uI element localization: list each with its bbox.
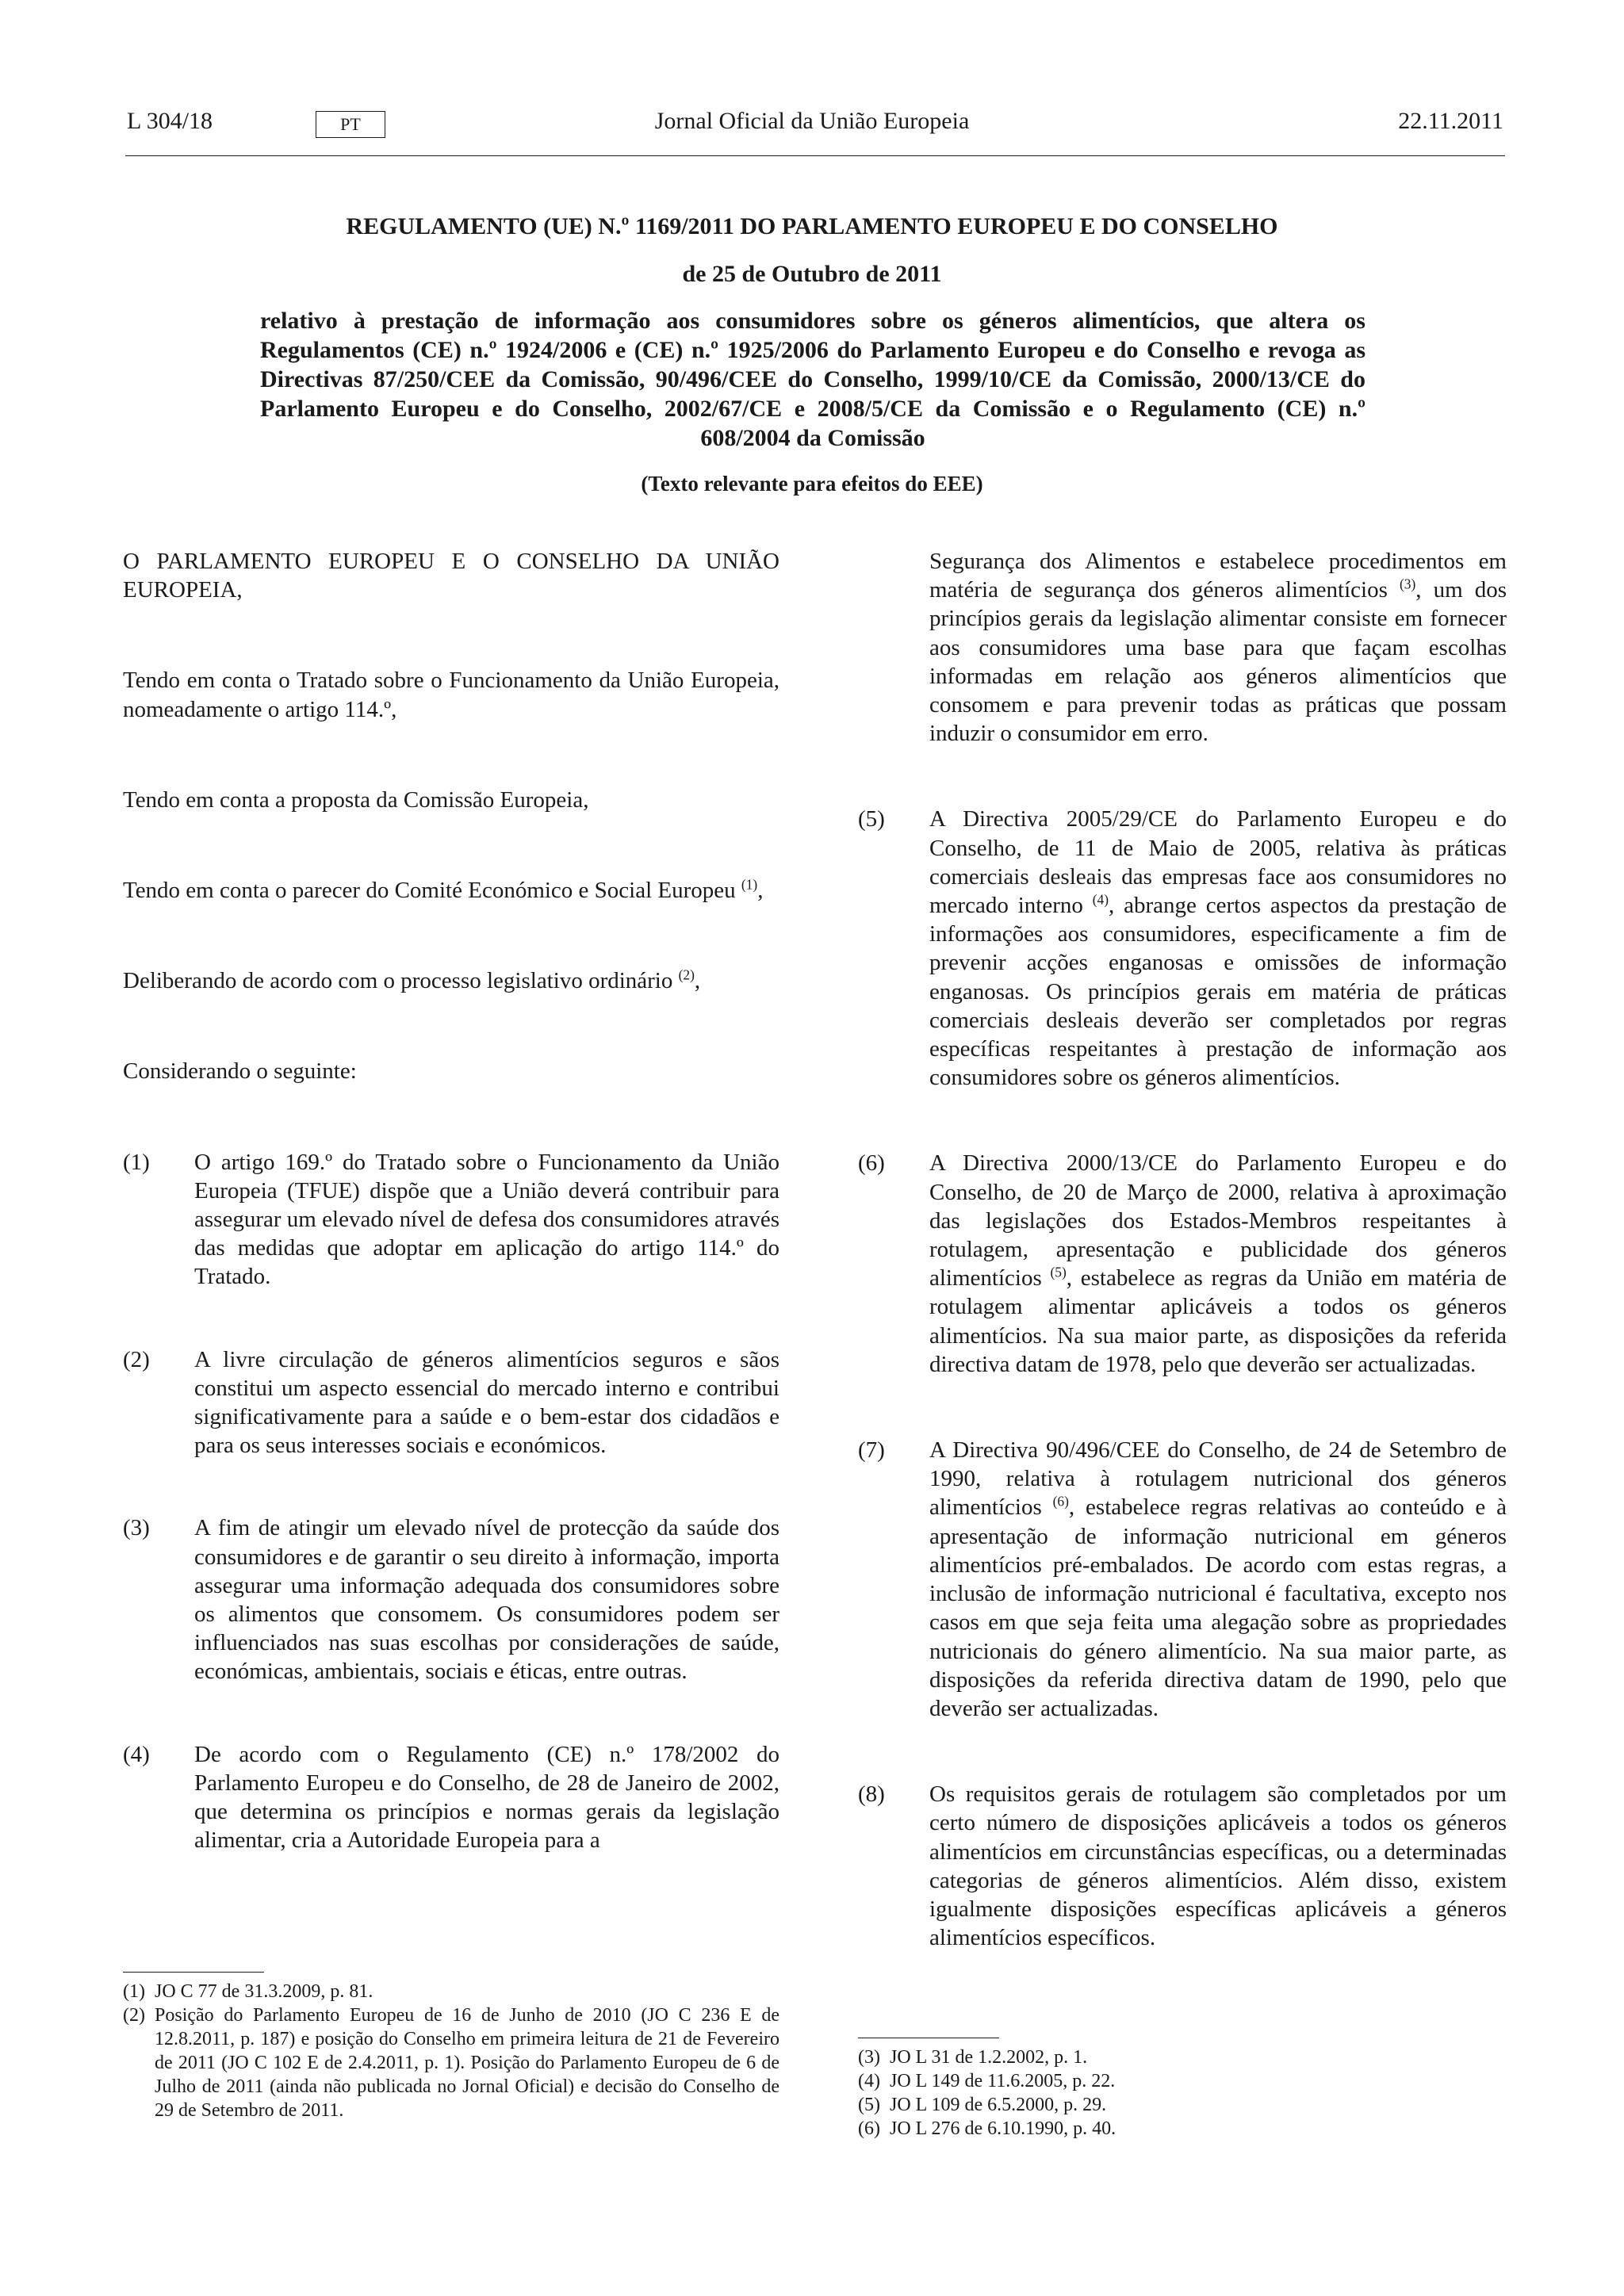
recital-6: (6) A Directiva 2000/13/CE do Parlamento Europeu e do Conselho, de 20 de Março de 2000, relativa à aproximação das legislações dos Estados-Membros respeitantes à rotulagem, apresentação e publicidade dos géneros alimentícios $^{(5)}$, estabelece as regras da União em matéria de rotulagem alimentar aplicáveis a todos os géneros alimentícios. Na sua maior parte, as disposições da referida directiva datam de 1978, pelo que deverão ser actualizadas. <box>858 1150 1507 1377</box>
header-divider <box>125 155 1505 156</box>
eea-relevance: (Texto relevante para efeitos do EEE) <box>641 472 983 496</box>
recital-number: (6) <box>858 1150 885 1177</box>
language-badge: PT <box>316 111 385 138</box>
recital-8 <box>858 1780 1507 1952</box>
citation-proposal: Tendo em conta a proposta da Comissão Europeia, <box>123 786 589 813</box>
left-column <box>123 547 779 1854</box>
recital-4-continued: Segurança dos Alimentos e estabelece procedimentos em matéria de segurança dos géneros alimentícios $^{(3)}$, um dos princípios gerais da legislação alimentar consiste em fornecer aos consumidores uma base para que façam escolhas informadas em relação aos géneros alimentícios que consomem e para prevenir todas as práticas que possam induzir o consumidor em erro. <box>929 549 1507 747</box>
footnote-5: (5) JO L 109 de 6.5.2000, p. 29. <box>858 2095 1107 2115</box>
footnote-1: (1) JO C 77 de 31.3.2009, p. 81. <box>123 1981 373 2002</box>
recital-number: (8) <box>858 1781 885 1808</box>
footnote-ref-4[interactable]: (4) <box>1092 891 1109 908</box>
recital-1 <box>123 1148 779 1292</box>
footnote-divider <box>123 1972 264 1973</box>
recital-3 <box>123 1513 779 1686</box>
regulation-date: de 25 de Outubro de 2011 <box>682 261 942 287</box>
regulation-title: REGULAMENTO (UE) N.º 1169/2011 DO PARLAMENTO EUROPEU E DO CONSELHO <box>346 213 1278 239</box>
footnote-ref-3[interactable]: (3) <box>1399 576 1416 592</box>
recital-text: Os requisitos gerais de rotulagem são completados por um certo número de disposições aplicáveis a todos os géneros alimentícios em circunstâncias específicas, ou a determinadas categorias de géneros alimentícios. Além disso, existem igualmente disposições específicas aplicáveis a géneros alimentícios específicos. <box>929 1781 1507 1951</box>
publication-date: 22.11.2011 <box>1398 108 1503 134</box>
recital-number: (1) <box>123 1149 150 1175</box>
citation-procedure: Deliberando de acordo com o processo legislativo ordinário $^{(2)}$, <box>123 966 701 994</box>
left-footnotes <box>123 1980 779 2122</box>
enacting-authority: O PARLAMENTO EUROPEU E O CONSELHO DA UNIÃO EUROPEIA, <box>123 549 779 603</box>
recital-2 <box>123 1345 779 1460</box>
recital-text: A livre circulação de géneros alimentícios seguros e sãos constitui um aspecto essencial do mercado interno e contribui significativamente para a saúde e o bem-estar dos cidadãos e para os seus interesses sociais e económicos. <box>194 1346 779 1459</box>
footnote-ref-6[interactable]: (6) <box>1052 1493 1069 1510</box>
citation-ees-opinion: Tendo em conta o parecer do Comité Económico e Social Europeu $^{(1)}$, <box>123 876 764 904</box>
recital-text: A fim de atingir um elevado nível de protecção da saúde dos consumidores e de garantir o seu direito à informação, importa assegurar uma informação adequada dos consumidores sobre os alimentos que consomem. Os consumidores podem ser influenciados nas suas escolhas por considerações de saúde, económicas, ambientais, sociais e éticas, entre outras. <box>194 1515 779 1685</box>
right-footnotes <box>858 2045 1507 2141</box>
regulation-subject: relativo à prestação de informação aos consumidores sobre os géneros alimentícios, que altera os Regulamentos (CE) n.º 1924/2006 e (CE) n.º 1925/2006 do Parlamento Europeu e do Conselho e revoga as Directivas 87/250/CEE da Comissão, 90/496/CEE do Conselho, 1999/10/CE da Comissão, 2000/13/CE do Parlamento Europeu e do Conselho, 2002/67/CE e 2008/5/CE da Comissão e o Regulamento (CE) n.º 608/2004 da Comissão <box>260 308 1365 451</box>
recital-4 <box>123 1740 779 1855</box>
considering-heading: Considerando o seguinte: <box>123 1058 357 1085</box>
recital-text: O artigo 169.º do Tratado sobre o Funcionamento da União Europeia (TFUE) dispõe que a União deverá contribuir para assegurar um elevado nível de defesa dos consumidores através das medidas que adoptar em aplicação do artigo 114.º do Tratado. <box>194 1149 779 1290</box>
right-column <box>858 547 1507 1952</box>
footnote-4: (4) JO L 149 de 11.6.2005, p. 22. <box>858 2071 1116 2091</box>
citation-treaty: Tendo em conta o Tratado sobre o Funcionamento da União Europeia, nomeadamente o artigo 114.º, <box>123 668 779 722</box>
footnote-ref-5[interactable]: (5) <box>1050 1264 1067 1280</box>
footnote-ref-2[interactable]: (2) <box>678 966 695 983</box>
recital-number: (4) <box>123 1741 150 1767</box>
recital-text: De acordo com o Regulamento (CE) n.º 178/2002 do Parlamento Europeu e do Conselho, de 28 de Janeiro de 2002, que determina os princípios e normas gerais da legislação alimentar, cria a Autoridade Europeia para a <box>194 1741 779 1854</box>
page-reference: L 304/18 <box>127 108 213 134</box>
recital-number: (3) <box>123 1515 150 1541</box>
footnote-6: (6) JO L 276 de 6.10.1990, p. 40. <box>858 2118 1116 2139</box>
footnote-3: (3) JO L 31 de 1.2.2002, p. 1. <box>858 2047 1088 2068</box>
recital-number: (2) <box>123 1346 150 1372</box>
recital-number: (7) <box>858 1437 885 1464</box>
recital-5: (5) A Directiva 2005/29/CE do Parlamento Europeu e do Conselho, de 11 de Maio de 2005, relativa às práticas comerciais desleais das empresas face aos consumidores no mercado interno $^{(4)}$, abrange certos aspectos da prestação de informações aos consumidores, especificamente a fim de prevenir acções enganosas e omissões de informação enganosas. Os princípios gerais em matéria de práticas comerciais desleais deverão ser completados por regras específicas respeitantes à prestação de informação aos consumidores sobre os géneros alimentícios. <box>858 806 1507 1091</box>
recital-number: (5) <box>858 806 885 832</box>
footnote-2: (2) Posição do Parlamento Europeu de 16 de Junho de 2010 (JO C 236 E de 12.8.2011, p. 187) e posição do Conselho em primeira leitura de 21 de Fevereiro de 2011 (JO C 102 E de 2.4.2011, p. 1). Posição do Parlamento Europeu de 6 de Julho de 2011 (ainda não publicada no Jornal Oficial) e decisão do Conselho de 29 de Setembro de 2011. <box>123 2005 779 2121</box>
journal-title: Jornal Oficial da União Europeia <box>654 108 970 134</box>
footnote-ref-1[interactable]: (1) <box>741 876 758 893</box>
recital-7: (7) A Directiva 90/496/CEE do Conselho, de 24 de Setembro de 1990, relativa à rotulagem nutricional dos géneros alimentícios $^{(6)}$, estabelece regras relativas ao conteúdo e à apresentação de informação nutricional em géneros alimentícios pré-embalados. De acordo com estas regras, a inclusão de informação nutricional é facultativa, excepto nos casos em que seja feita uma alegação sobre as propriedades nutricionais do género alimentício. Na sua maior parte, as disposições da referida directiva datam de 1990, pelo que deverão ser actualizadas. <box>858 1437 1507 1721</box>
